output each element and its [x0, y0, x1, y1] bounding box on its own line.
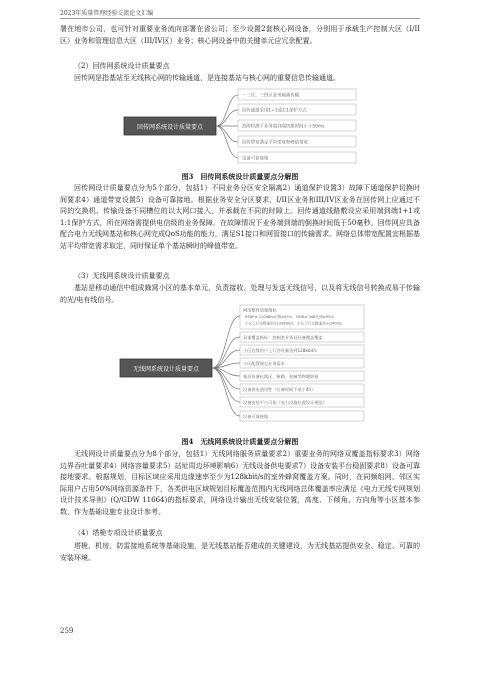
paragraph-2: 回传网是指基站至无线核心网的传输通道，是连接基站与核心网的重要信息传输通道。 — [74, 74, 340, 82]
fig4-connectors — [212, 316, 240, 416]
fig4-items — [240, 305, 364, 421]
figure-4-diagram — [118, 303, 368, 433]
fig3-connectors — [216, 95, 238, 158]
fig3-item-1: 一二区、三四区业务隔离传输 — [242, 93, 300, 99]
fig4-top-head: 网络整体质量指标： — [243, 307, 281, 313]
fig4-item-6: 设备安装平台可依《电力设施抗震设计规范》 — [243, 399, 327, 405]
fig4-top-line-1: RSRP≥-110dBm比例≥95%，SINR≥-3dB比例≥95% — [245, 315, 334, 319]
fig4-center-label: 无线网系统设计质量要点 — [132, 366, 200, 373]
page-number: 259 — [60, 627, 74, 635]
fig4-item-1: 双重覆盖指标：控制类业务双径备覆盖覆盖 — [243, 334, 323, 340]
figure-4-caption: 图4 无线网系统设计质量要点分解图 — [181, 437, 299, 446]
fig4-item-4: 基站设备抗地区、断路、机械等物理防损 — [243, 373, 319, 379]
section-2-heading: （2）回传网系统设计质量要点 — [74, 62, 170, 70]
running-header: 2023年质量管理经验交流论文汇编 — [60, 10, 154, 17]
fig3-item-5: 设备可靠接地 — [242, 156, 269, 162]
fig4-item-3: 小区配置满足业务需求 — [243, 360, 285, 366]
section-3-heading: （3）无线网系统设计质量要点 — [74, 272, 170, 280]
fig3-item-3: 故障检测下业务端到端切换时间小于50ms — [242, 124, 325, 130]
fig4-item-2: 小区边缘用户上行吞吐量达到128kbit/s — [243, 347, 317, 353]
fig3-item-2: 回传通道采用1+1或1:1保护方式 — [242, 108, 307, 114]
fig3-items — [238, 89, 356, 163]
fig4-item-7: 设备可靠接地 — [243, 413, 269, 419]
paragraph-4: 基站是移动通信中组成蜂窝小区的基本单元，负责接收、处理与发送无线信号，以及将无线信号转换成易于传输的光/电有线信号。 — [60, 284, 420, 304]
fig4-item-5: 设备供电通用性（后备时间不低于4h） — [243, 386, 316, 392]
figure-3-caption: 图3 回传网系统设计质量要点分解图 — [181, 172, 299, 181]
figure-3-diagram — [122, 86, 362, 168]
section-4-heading: （4）塔桅专项设计质量要点 — [74, 529, 163, 537]
fig4-top-line-2: 小区上行边缘速率≥128kbit/s，小区下行边缘速率≥1Mbit/s — [245, 321, 342, 326]
paragraph-1: 署在地市公司，也可针对重要业务流向部署在省公司；至少设置2套核心网设备，分别用于承载生产控制大区（I/II区）业务和管理信息大区（III/IV区）业务；核心网设备中的关键单元应冗余配置。 — [60, 25, 420, 45]
paragraph-6: 塔桅、机房、防雷接地系统等基础设施，是无线基站能否建成的关键建设，为无线基站提供安全、稳定、可靠的安装环境。 — [60, 542, 420, 562]
header-divider — [60, 18, 420, 19]
paragraph-5: 无线网设计质量要点分为8个部分，包括1）无线网络服务质量要求2）重要业务的网络双覆盖指标要求3）网络边界吞吐量要求4）网络容量要求5）站址周边环境影响6）无线设备供电要求7）设备安装平台稳固要求8）设备可靠接地要求。根据规划，目标区域应采用边缘速率至少为128kbit/s的室外蜂窝覆盖方案。同时，在同频组网、邻区实际用户占用50%网络资源条件下，各类供电区域规划目标覆盖范围内无线网络总体覆盖率应满足《电力无线专网规划设计技术导则》(Q/GDW 11664)的指标要求，网络设计输出无线安装位置，高度、下倾角、方向角等小区基本参数，作为基础设施专业设计参考。 — [60, 450, 420, 516]
paragraph-3: 回传网设计质量要点分为5个部分，包括1）不同业务分区安全隔离2）通道保护设置3）故障下通道保护切换时间要求4）通道带宽设置5）设备可靠接地。根据业务安全分区要求，I/II区业务和III/IV区业务在回传网上应通过不同的交换机、传输设备不同槽位的以太网口接入，并承载在不同的时隙上。回传通道线路敷设应采用端到端1+1或1:1保护方式，所在网络需提供电信级的业务保障，在故障情况下业务端到端的倒换时间低于50毫秒。回传网应具备配合电力无线网基站和核心网完成QoS功能的能力，满足S1接口和网管接口的传输需求。网络总体带宽配置宜根据基站平均带宽需求取定，同时保证单个基站瞬时的峰值带宽。 — [60, 184, 420, 250]
fig3-item-4: 回传带宽满足平均带宽和峰值带宽 — [242, 140, 308, 146]
fig3-center-label: 回传网系统设计质量要点 — [136, 124, 204, 131]
